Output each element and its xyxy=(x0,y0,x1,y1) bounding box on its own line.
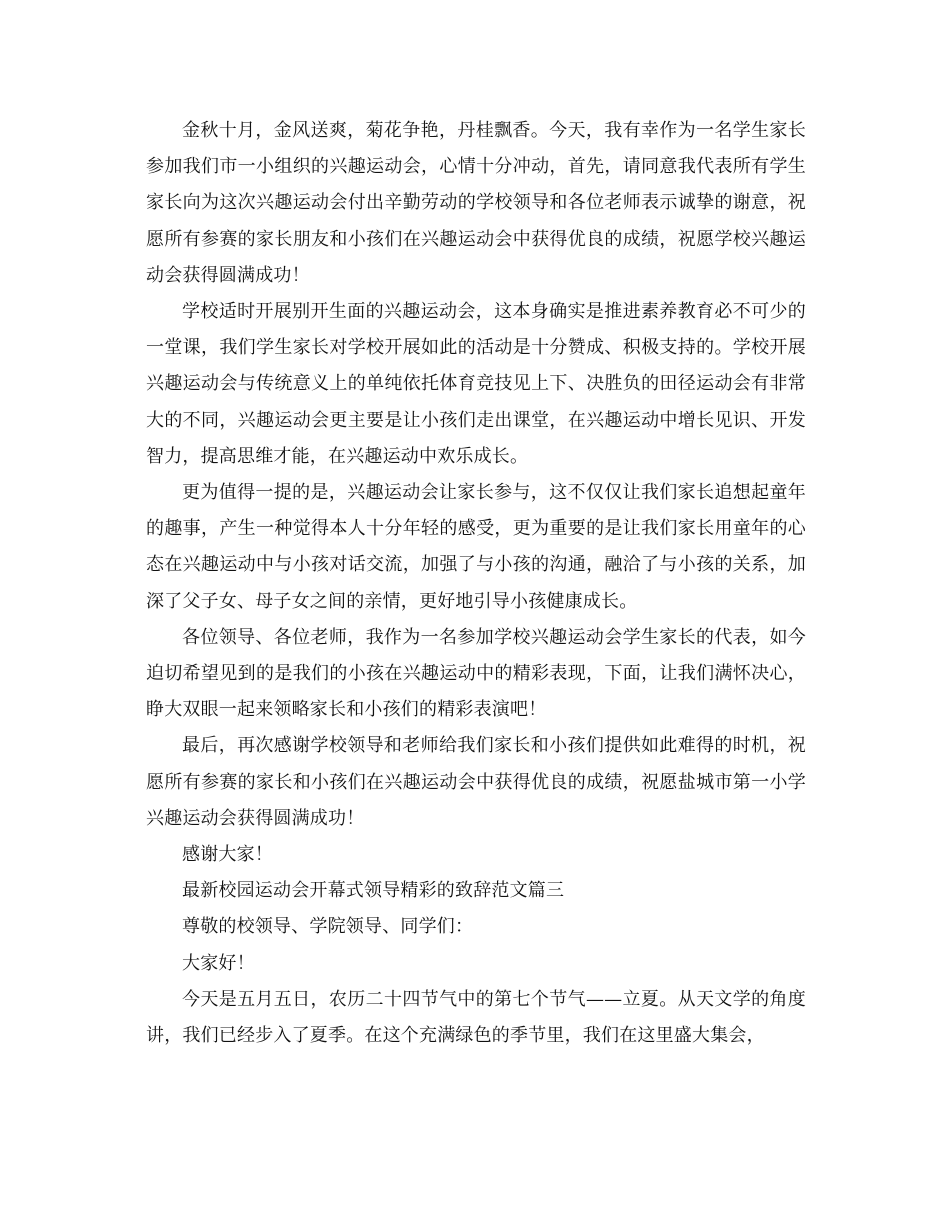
document-body xyxy=(146,113,806,1054)
salutation: 尊敬的校领导、学院领导、同学们： xyxy=(182,916,474,938)
paragraph-lixia: 今天是五月五日，农历二十四节气中的第七个节气——立夏。从天文学的角度讲，我们已经步入了夏季。在这个充满绿色的季节里，我们在这里盛大集会， xyxy=(146,988,806,1047)
paragraph-thank-all: 感谢大家！ xyxy=(182,844,273,866)
paragraph-representative: 各位领导、各位老师，我作为一名参加学校兴趣运动会学生家长的代表，如今迫切希望见到的是我们的小孩在兴趣运动中的精彩表现，下面，让我们满怀决心，睁大双眼一起来领略家长和小孩们的精彩表演吧！ xyxy=(146,626,806,721)
paragraph-parent-participation: 更为值得一提的是，兴趣运动会让家长参与，这不仅仅让我们家长追想起童年的趣事，产生一种觉得本人十分年轻的感受，更为重要的是让我们家长用童年的心态在兴趣运动中与小孩对话交流，加强了与小孩的沟通，融洽了与小孩的关系，加深了父子女、母子女之间的亲情，更好地引导小孩健康成长。 xyxy=(146,482,806,612)
greeting: 大家好！ xyxy=(182,952,255,974)
paragraph-opening: 金秋十月，金风送爽，菊花争艳，丹桂飘香。今天，我有幸作为一名学生家长参加我们市一小组织的兴趣运动会，心情十分冲动，首先，请同意我代表所有学生家长向为这次兴趣运动会付出辛勤劳动的学校领导和各位老师表示诚挚的谢意，祝愿所有参赛的家长朋友和小孩们在兴趣运动会中获得优良的成绩，祝愿学校兴趣运动会获得圆满成功！ xyxy=(146,120,806,286)
paragraph-school-event: 学校适时开展别开生面的兴趣运动会，这本身确实是推进素养教育必不可少的一堂课，我们学生家长对学校开展如此的活动是十分赞成、积极支持的。学校开展兴趣运动会与传统意义上的单纯依托体育竞技见上下、决胜负的田径运动会有非常大的不同，兴趣运动会更主要是让小孩们走出课堂，在兴趣运动中增长见识、开发智力，提高思维才能，在兴趣运动中欢乐成长。 xyxy=(146,301,806,467)
paragraph-closing-thanks: 最后，再次感谢学校领导和老师给我们家长和小孩们提供如此难得的时机，祝愿所有参赛的家长和小孩们在兴趣运动会中获得优良的成绩，祝愿盐城市第一小学兴趣运动会获得圆满成功！ xyxy=(146,735,806,829)
section-heading: 最新校园运动会开幕式领导精彩的致辞范文篇三 xyxy=(182,880,565,902)
